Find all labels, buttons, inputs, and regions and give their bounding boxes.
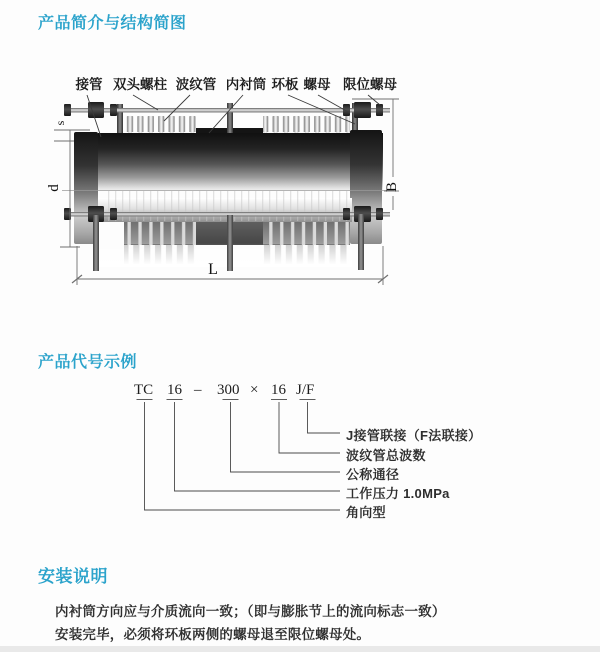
bellows-ribs-top-left (124, 116, 196, 134)
code-times-sign: × (250, 382, 259, 398)
code-leader-lines (0, 395, 600, 520)
code-dash: – (194, 382, 202, 398)
end-pipe-right (350, 130, 382, 244)
part-label-ring-plate: 环板 (271, 77, 299, 92)
callout-wave-count: 波纹管总波数 (346, 448, 426, 463)
install-note-1: 内衬筒方向应与介质流向一致；（即与膨胀节上的流向标志一致） (55, 604, 446, 619)
callout-angular-type: 角向型 (346, 505, 386, 520)
code-token-diameter: 300 (217, 382, 240, 398)
code-token-type: TC (134, 382, 154, 398)
bellows-ribs-top-right (263, 116, 350, 134)
dim-label-b: B (384, 181, 400, 193)
joint-body-upper (98, 133, 383, 190)
section-heading-install: 安装说明 (38, 567, 108, 586)
section-heading-code-example: 产品代号示例 (38, 354, 138, 371)
fade-overlay (98, 243, 352, 267)
callout-connection: J接管联接（F法联接） (346, 428, 482, 443)
code-token-connection: J/F (296, 382, 315, 398)
part-label-stud: 双头螺柱 (113, 77, 167, 92)
code-token-waves: 16 (271, 382, 286, 398)
bellows-ribs-bottom-left (124, 222, 196, 245)
dim-label-d: d (46, 184, 62, 192)
install-note-2: 安装完毕，必须将环板两侧的螺母退至限位螺母处。 (55, 627, 371, 642)
dim-label-l: L (208, 261, 218, 278)
section-heading-intro: 产品简介与结构简图 (38, 15, 187, 32)
expansion-joint-diagram (0, 60, 600, 315)
bellows-ribs-bottom-right (263, 222, 350, 245)
part-label-limit-nut: 限位螺母 (343, 77, 397, 92)
part-label-connecting-pipe: 接管 (75, 77, 103, 92)
part-label-liner: 内衬筒 (225, 77, 267, 92)
part-label-bellows: 波纹管 (175, 77, 217, 92)
dim-label-s: s (53, 120, 67, 126)
callout-working-pressure: 工作压力 1.0MPa (346, 486, 450, 501)
code-token-pressure: 16 (167, 382, 182, 398)
part-labels (75, 76, 398, 92)
page-edge-shadow (0, 646, 600, 652)
part-label-nut: 螺母 (303, 77, 331, 92)
joint-photo (62, 102, 394, 271)
callout-nominal-diameter: 公称通径 (346, 467, 400, 482)
